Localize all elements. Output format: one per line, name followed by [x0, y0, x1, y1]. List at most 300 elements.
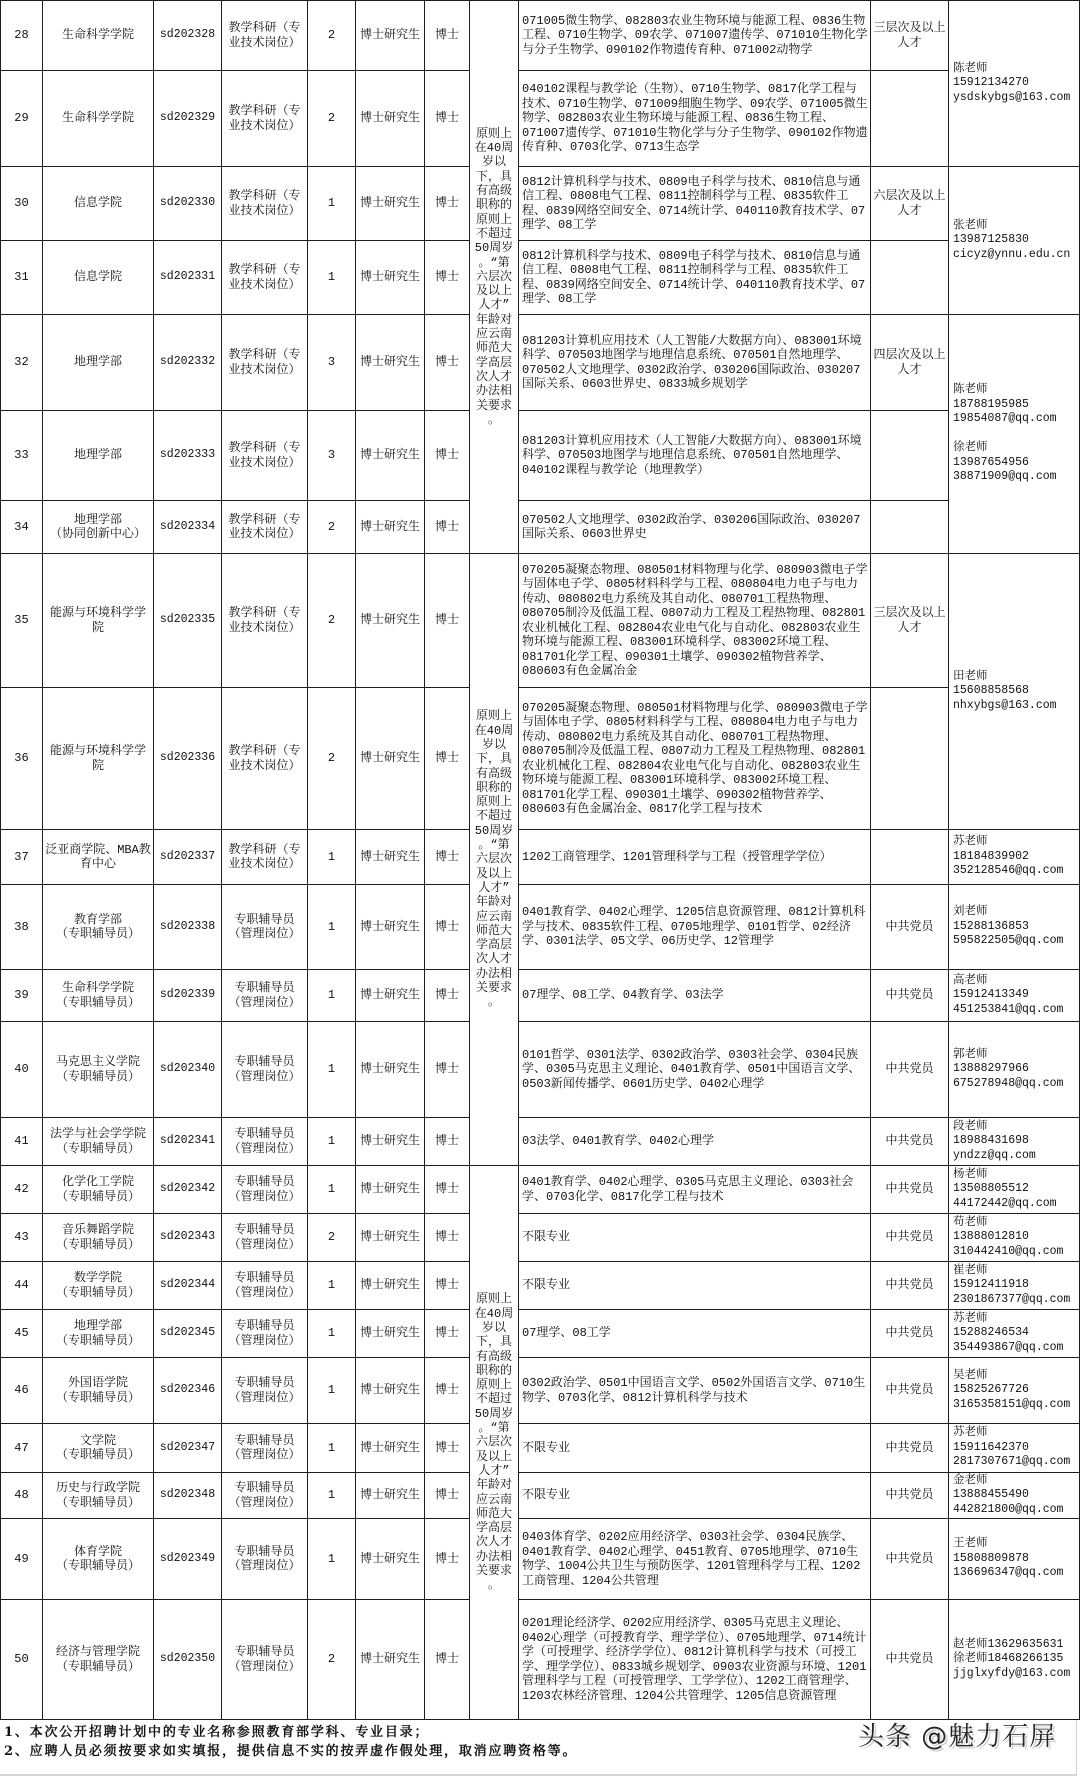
education-level: 博士研究生 [356, 554, 425, 688]
education-level: 博士研究生 [356, 1166, 425, 1214]
age-requirement-line: 人才” [478, 298, 510, 313]
degree: 博士 [425, 830, 470, 885]
college-cell [43, 501, 154, 554]
contact-info [949, 1118, 1080, 1166]
education-level: 博士研究生 [356, 1214, 425, 1262]
age-requirement-line: 岁以 [481, 155, 506, 170]
contact-line: 吴老师 [953, 1368, 988, 1382]
education-level: 博士研究生 [356, 1118, 425, 1166]
major-requirement: 不限专业 [519, 1214, 871, 1262]
table-row [1, 1118, 1080, 1166]
college-note: （专职辅导员） [55, 1237, 140, 1252]
table-row [1, 1166, 1080, 1214]
position-code: sd202332 [154, 315, 222, 411]
college-name: 文学院 [79, 1433, 116, 1448]
contact-line: 田老师 [953, 669, 988, 683]
position-type: 教学科研（专业技术岗位） [222, 167, 308, 241]
table-row [1, 1473, 1080, 1519]
position-type: 专职辅导员（管理岗位） [222, 1600, 308, 1720]
degree: 博士 [425, 554, 470, 688]
headcount: 1 [308, 1166, 356, 1214]
age-requirement-line: 人才” [478, 1463, 510, 1478]
age-requirement [470, 1, 519, 554]
other-requirement [871, 71, 949, 167]
position-type: 教学科研（专业技术岗位） [222, 501, 308, 554]
age-requirement-line: 。“第 [478, 255, 510, 270]
college-name: 信息学院 [73, 270, 122, 285]
headcount: 1 [308, 1262, 356, 1310]
row-number: 29 [1, 71, 43, 167]
row-number: 41 [1, 1118, 43, 1166]
college-note: （专职辅导员） [55, 1448, 140, 1462]
contact-info [949, 1358, 1080, 1424]
contact-line: 136696347@qq.com [953, 1566, 1064, 1580]
position-type: 专职辅导员（管理岗位） [222, 1166, 308, 1214]
contact-line: 19854087@qq.com [953, 412, 1057, 426]
other-requirement: 中共党员 [871, 1262, 949, 1310]
headcount: 3 [308, 411, 356, 501]
contact-line: nhxybgs@163.com [953, 698, 1057, 712]
contact-line: 徐老师18468266135 [953, 1652, 1064, 1666]
contact-line: 崔老师 [953, 1263, 988, 1277]
row-number: 43 [1, 1214, 43, 1262]
table-row [1, 1358, 1080, 1424]
position-code: sd202336 [154, 688, 222, 830]
age-requirement-line: 及以上 [475, 866, 512, 881]
other-requirement: 中共党员 [871, 1118, 949, 1166]
college-cell [43, 1, 154, 71]
contact-info [949, 1214, 1080, 1262]
major-requirement: 0401教育学、0402心理学、1205信息资源管理、0812计算机科学与技术、0835软件工程、0705地理学、0101哲学、02经济学、0301法学、05文学、06历史学、12管理学 [519, 885, 871, 970]
contact-line: 15608858568 [953, 684, 1029, 698]
table-row [1, 970, 1080, 1022]
position-type: 专职辅导员（管理岗位） [222, 1022, 308, 1118]
row-number: 28 [1, 1, 43, 71]
contact-line: 13508805512 [953, 1182, 1029, 1196]
contact-line: 310442410@qq.com [953, 1244, 1064, 1258]
age-requirement-line: 不超过 [475, 1392, 512, 1407]
college-cell [43, 688, 154, 830]
position-code: sd202339 [154, 970, 222, 1022]
age-requirement-line: 次人才 [475, 1535, 512, 1550]
position-type: 专职辅导员（管理岗位） [222, 1214, 308, 1262]
row-number: 44 [1, 1262, 43, 1310]
table-row [1, 167, 1080, 241]
college-cell [43, 1262, 154, 1310]
college-name: 地理学部 [73, 512, 122, 527]
contact-line: 595822505@qq.com [953, 934, 1064, 948]
contact-line: 苏老师 [953, 835, 988, 849]
contact-line: ysdskybgs@163.com [953, 90, 1071, 104]
college-cell [43, 411, 154, 501]
contact-line: 15288246534 [953, 1326, 1029, 1340]
college-cell [43, 1166, 154, 1214]
contact-line: 苟老师 [953, 1215, 988, 1229]
major-requirement: 0812计算机科学与技术、0809电子科学与技术、0810信息与通信工程、0808电气工程、0811控制科学与工程、0835软件工程、0839网络空间安全、0714统计学、040110教育技术学、07理学、08工学 [519, 241, 871, 315]
age-requirement-line: 下，具 [475, 169, 512, 184]
college-note: （专职辅导员） [55, 927, 140, 941]
contact-line: 徐老师 [953, 441, 988, 455]
college-cell [43, 1424, 154, 1473]
age-requirement-line: 原则上 [475, 1378, 512, 1393]
position-code: sd202331 [154, 241, 222, 315]
headcount: 2 [308, 71, 356, 167]
age-requirement [470, 1166, 519, 1720]
contact-info [949, 1424, 1080, 1473]
footer-note: 1、本次公开招聘计划中的专业名称参照教育部学科、专业目录； [4, 1725, 430, 1740]
age-requirement-line: 下，具 [475, 752, 512, 767]
age-requirement-line: 关要求 [475, 981, 512, 996]
headcount: 2 [308, 1214, 356, 1262]
age-requirement-line: 人才” [478, 880, 510, 895]
other-requirement: 三层次及以上人才 [871, 554, 949, 688]
position-code: sd202329 [154, 71, 222, 167]
age-requirement-line: 下，具 [475, 1335, 512, 1350]
age-requirement-line: 。 [487, 412, 500, 427]
other-requirement: 中共党员 [871, 1519, 949, 1600]
table-row [1, 830, 1080, 885]
table-row [1, 241, 1080, 315]
college-name: 教育学部 [73, 912, 122, 927]
college-name: 历史与行政学院 [55, 1481, 140, 1495]
contact-line: 18788195985 [953, 397, 1029, 411]
position-code: sd202346 [154, 1358, 222, 1424]
table-row [1, 1214, 1080, 1262]
headcount: 1 [308, 1519, 356, 1600]
college-name: 能源与环境科学学院 [49, 606, 146, 635]
age-requirement-line: 学高层 [475, 1521, 512, 1536]
age-requirement-line: 岁以 [481, 737, 506, 752]
college-cell [43, 315, 154, 411]
age-requirement-line: 学高层 [475, 355, 512, 370]
major-requirement: 0403体育学、0202应用经济学、0303社会学、0304民族学、0401教育学、0402心理学、0451教育、0705地理学、0710生物学、1004公共卫生与预防医学、1201管理科学与工程、1202工商管理、1204公共管理 [519, 1519, 871, 1600]
contact-line: 675278948@qq.com [953, 1076, 1064, 1090]
contact-line: 15808809878 [953, 1551, 1029, 1565]
contact-line: 15288136853 [953, 919, 1029, 933]
college-note: （专职辅导员） [55, 1495, 140, 1510]
contact-line: 442821800@qq.com [953, 1502, 1064, 1516]
age-requirement-line: 关要求 [475, 398, 512, 413]
row-number: 33 [1, 411, 43, 501]
age-requirement-line: 师范大 [475, 341, 512, 356]
other-requirement: 中共党员 [871, 1473, 949, 1519]
major-requirement: 0201理论经济学、0202应用经济学、0305马克思主义理论、0402心理学（可授教育学、理学学位）、0705地理学、0714统计学（可授理学、经济学学位）、0812计算机科学与技术（可授工学、理学学位）、0833城乡规划学、0903农业资源与环境、1201管理科学与工程（可授管理学、工学学位）、1202工商管理学、1203农林经济管理、1204公共管理学、1205信息资源管理 [519, 1600, 871, 1720]
age-requirement-line: 应云南 [475, 909, 512, 924]
contact-info [949, 1600, 1080, 1720]
other-requirement [871, 501, 949, 554]
degree: 博士 [425, 1022, 470, 1118]
contact-line: 13888455490 [953, 1488, 1029, 1502]
table-row [1, 1600, 1080, 1720]
age-requirement-line: 不超过 [475, 809, 512, 824]
college-name: 能源与环境科学学院 [49, 744, 146, 773]
row-number: 39 [1, 970, 43, 1022]
contact-line: 王老师 [953, 1537, 988, 1551]
headcount: 2 [308, 501, 356, 554]
contact-info [949, 1, 1080, 167]
college-name: 马克思主义学院 [55, 1055, 140, 1069]
contact-line: 451253841@qq.com [953, 1002, 1064, 1016]
age-requirement-line: 及以上 [475, 1449, 512, 1464]
position-type: 专职辅导员（管理岗位） [222, 1358, 308, 1424]
contact-line: 苏老师 [953, 1311, 988, 1325]
other-requirement: 中共党员 [871, 1214, 949, 1262]
college-cell [43, 1358, 154, 1424]
other-requirement [871, 241, 949, 315]
age-requirement-line: 50周岁 [474, 1406, 514, 1421]
headcount: 1 [308, 1473, 356, 1519]
major-requirement: 0101哲学、0301法学、0302政治学、0303社会学、0304民族学、0305马克思主义理论、0401教育学、0501中国语言文学、0503新闻传播学、0601历史学、0402心理学 [519, 1022, 871, 1118]
row-number: 48 [1, 1473, 43, 1519]
education-level: 博士研究生 [356, 1600, 425, 1720]
degree: 博士 [425, 1310, 470, 1358]
headcount: 1 [308, 167, 356, 241]
contact-info [949, 970, 1080, 1022]
table-row [1, 885, 1080, 970]
age-requirement-line: 在40周 [474, 723, 514, 738]
degree: 博士 [425, 1, 470, 71]
position-code: sd202330 [154, 167, 222, 241]
college-cell [43, 554, 154, 688]
major-requirement: 0302政治学、0501中国语言文学、0502外国语言文学、0710生物学、0703化学、0812计算机科学与技术 [519, 1358, 871, 1424]
contact-line: 杨老师 [953, 1167, 988, 1181]
position-code: sd202335 [154, 554, 222, 688]
table-row [1, 1519, 1080, 1600]
major-requirement: 040102课程与教学论（生物）、0710生物学、0817化学工程与技术、0710生物学、071009细胞生物学、09农学、071005微生物学、082803农业生物环境与能源工程、0836生物工程、071007遗传学、071010生物化学与分子生物学、090102作物遗传育种、0703化学、0713生态学 [519, 71, 871, 167]
other-requirement: 中共党员 [871, 1310, 949, 1358]
age-requirement-line: 年龄对 [475, 895, 512, 910]
age-requirement-line: 原则上 [475, 126, 512, 141]
degree: 博士 [425, 885, 470, 970]
footer-note: 2、应聘人员必须按要求如实填报，提供信息不实的按弄虚作假处理，取消应聘资格等。 [4, 1744, 578, 1759]
row-number: 40 [1, 1022, 43, 1118]
contact-line: 13987654956 [953, 455, 1029, 469]
headcount: 2 [308, 554, 356, 688]
contact-info [949, 885, 1080, 970]
other-requirement: 中共党员 [871, 970, 949, 1022]
contact-line: 15911642370 [953, 1440, 1029, 1454]
position-type: 专职辅导员（管理岗位） [222, 1310, 308, 1358]
college-name: 音乐舞蹈学院 [61, 1223, 134, 1237]
position-code: sd202333 [154, 411, 222, 501]
education-level: 博士研究生 [356, 1473, 425, 1519]
row-number: 30 [1, 167, 43, 241]
age-requirement-line: 有高级 [475, 766, 512, 781]
position-type: 教学科研（专业技术岗位） [222, 411, 308, 501]
age-requirement-line: 有高级 [475, 184, 512, 199]
contact-line: 13987125830 [953, 233, 1029, 247]
row-number: 50 [1, 1600, 43, 1720]
age-requirement-line: 原则上 [475, 709, 512, 724]
college-note: （专职辅导员） [55, 1141, 140, 1156]
footer-notes [4, 1723, 577, 1761]
headcount: 2 [308, 1600, 356, 1720]
table-row [1, 1022, 1080, 1118]
college-note: （专职辅导员） [55, 995, 140, 1010]
college-name: 法学与社会学学院 [49, 1127, 146, 1141]
college-name: 经济与管理学院 [55, 1645, 140, 1659]
major-requirement: 070205凝聚态物理、080501材料物理与化学、080903微电子学与固体电子学、0805材料科学与工程、080804电力电子与电力传动、080802电力系统及其自动化、080701工程热物理、080705制冷及低温工程、0807动力工程及工程热物理、082801农业机械化工程、082804农业电气化与自动化、082803农业生物环境与能源工程、083001环境科学、083002环境工程、081701化学工程、090301土壤学、090302植物营养学、080603有色金属冶金 [519, 554, 871, 688]
contact-line: 352128546@qq.com [953, 864, 1064, 878]
college-note: （专职辅导员） [55, 1333, 140, 1348]
college-name: 地理学部 [73, 355, 122, 370]
headcount: 3 [308, 315, 356, 411]
college-cell [43, 885, 154, 970]
other-requirement: 三层次及以上人才 [871, 1, 949, 71]
college-cell [43, 1310, 154, 1358]
college-name: 生命科学学院 [61, 28, 134, 43]
contact-info [949, 167, 1080, 315]
age-requirement-line: 年龄对 [475, 1478, 512, 1493]
age-requirement-line: 职称的 [475, 780, 512, 795]
headcount: 1 [308, 830, 356, 885]
age-requirement-line: 岁以 [481, 1320, 506, 1335]
major-requirement: 不限专业 [519, 1424, 871, 1473]
age-requirement-line: 办法相 [475, 1549, 512, 1564]
position-code: sd202334 [154, 501, 222, 554]
age-requirement-line: 不超过 [475, 226, 512, 241]
table-row [1, 688, 1080, 830]
age-requirement-line: 在40周 [474, 1306, 514, 1321]
position-type: 专职辅导员（管理岗位） [222, 1262, 308, 1310]
major-requirement: 081203计算机应用技术（人工智能/大数据方向）、083001环境科学、070503地图学与地理信息系统、070501自然地理学、040102课程与教学论（地理教学） [519, 411, 871, 501]
age-requirement [470, 554, 519, 1166]
other-requirement: 四层次及以上人才 [871, 315, 949, 411]
contact-line: 13888297966 [953, 1062, 1029, 1076]
education-level: 博士研究生 [356, 1022, 425, 1118]
college-cell [43, 830, 154, 885]
other-requirement: 中共党员 [871, 1166, 949, 1214]
major-requirement: 不限专业 [519, 1473, 871, 1519]
position-code: sd202345 [154, 1310, 222, 1358]
position-code: sd202344 [154, 1262, 222, 1310]
headcount: 1 [308, 1424, 356, 1473]
headcount: 1 [308, 241, 356, 315]
college-name: 泛亚商学院、MBA教育中心 [45, 842, 151, 871]
headcount: 1 [308, 1358, 356, 1424]
contact-line: 陈老师 [953, 382, 988, 396]
education-level: 博士研究生 [356, 1424, 425, 1473]
row-number: 45 [1, 1310, 43, 1358]
other-requirement: 中共党员 [871, 885, 949, 970]
college-cell [43, 167, 154, 241]
table-row [1, 1310, 1080, 1358]
degree: 博士 [425, 315, 470, 411]
table-row [1, 1, 1080, 71]
row-number: 47 [1, 1424, 43, 1473]
table-row [1, 1262, 1080, 1310]
degree: 博士 [425, 1214, 470, 1262]
headcount: 2 [308, 688, 356, 830]
position-type: 教学科研（专业技术岗位） [222, 71, 308, 167]
age-requirement-line: 及以上 [475, 284, 512, 299]
age-requirement-line: 应云南 [475, 1492, 512, 1507]
other-requirement: 六层次及以上人才 [871, 167, 949, 241]
position-code: sd202340 [154, 1022, 222, 1118]
row-number: 37 [1, 830, 43, 885]
major-requirement: 070502人文地理学、0302政治学、030206国际政治、030207国际关系、0603世界史 [519, 501, 871, 554]
contact-line: 18184839902 [953, 849, 1029, 863]
education-level: 博士研究生 [356, 71, 425, 167]
other-requirement [871, 411, 949, 501]
position-code: sd202348 [154, 1473, 222, 1519]
college-name: 化学化工学院 [61, 1175, 134, 1189]
age-requirement-line: 职称的 [475, 198, 512, 213]
college-cell [43, 1519, 154, 1600]
degree: 博士 [425, 1424, 470, 1473]
college-cell [43, 1473, 154, 1519]
contact-line: 38871909@qq.com [953, 470, 1057, 484]
row-number: 32 [1, 315, 43, 411]
position-type: 教学科研（专业技术岗位） [222, 688, 308, 830]
table-row [1, 71, 1080, 167]
major-requirement: 1202工商管理学、1201管理科学与工程（授管理学学位） [519, 830, 871, 885]
age-requirement-line: 职称的 [475, 1363, 512, 1378]
degree: 博士 [425, 241, 470, 315]
position-code: sd202341 [154, 1118, 222, 1166]
table-row [1, 315, 1080, 411]
contact-info [949, 1473, 1080, 1519]
position-code: sd202342 [154, 1166, 222, 1214]
table-row [1, 554, 1080, 688]
degree: 博士 [425, 1118, 470, 1166]
age-requirement-line: 年龄对 [475, 312, 512, 327]
age-requirement-line: 六层次 [475, 269, 512, 284]
contact-info [949, 1022, 1080, 1118]
college-note: （协同创新中心） [49, 527, 146, 541]
education-level: 博士研究生 [356, 885, 425, 970]
major-requirement: 不限专业 [519, 1262, 871, 1310]
degree: 博士 [425, 1166, 470, 1214]
contact-line: jjglxyfdy@163.com [953, 1666, 1071, 1680]
college-name: 信息学院 [73, 196, 122, 211]
education-level: 博士研究生 [356, 411, 425, 501]
age-requirement-line: 办法相 [475, 384, 512, 399]
college-cell [43, 1118, 154, 1166]
contact-info [949, 1166, 1080, 1214]
education-level: 博士研究生 [356, 970, 425, 1022]
contact-line: 苏老师 [953, 1426, 988, 1440]
age-requirement-line: 。 [487, 1578, 500, 1593]
contact-line: 15912413349 [953, 988, 1029, 1002]
contact-info [949, 315, 1080, 554]
table-body [1, 1, 1080, 1720]
headcount: 1 [308, 1022, 356, 1118]
position-code: sd202347 [154, 1424, 222, 1473]
age-requirement-line: 办法相 [475, 966, 512, 981]
age-requirement-line: 次人才 [475, 952, 512, 967]
position-type: 教学科研（专业技术岗位） [222, 830, 308, 885]
college-name: 生命科学学院 [61, 111, 134, 126]
degree: 博士 [425, 411, 470, 501]
row-number: 42 [1, 1166, 43, 1214]
contact-line: 张老师 [953, 218, 988, 232]
education-level: 博士研究生 [356, 688, 425, 830]
degree: 博士 [425, 1473, 470, 1519]
contact-info [949, 1519, 1080, 1600]
education-level: 博士研究生 [356, 1519, 425, 1600]
college-note: （专职辅导员） [55, 1069, 140, 1084]
row-number: 46 [1, 1358, 43, 1424]
position-type: 专职辅导员（管理岗位） [222, 1424, 308, 1473]
major-requirement: 03法学、0401教育学、0402心理学 [519, 1118, 871, 1166]
position-type: 专职辅导员（管理岗位） [222, 970, 308, 1022]
contact-info [949, 1262, 1080, 1310]
education-level: 博士研究生 [356, 241, 425, 315]
degree: 博士 [425, 1519, 470, 1600]
contact-line: 44172442@qq.com [953, 1196, 1057, 1210]
contact-line: cicyz@ynnu.edu.cn [953, 247, 1071, 261]
